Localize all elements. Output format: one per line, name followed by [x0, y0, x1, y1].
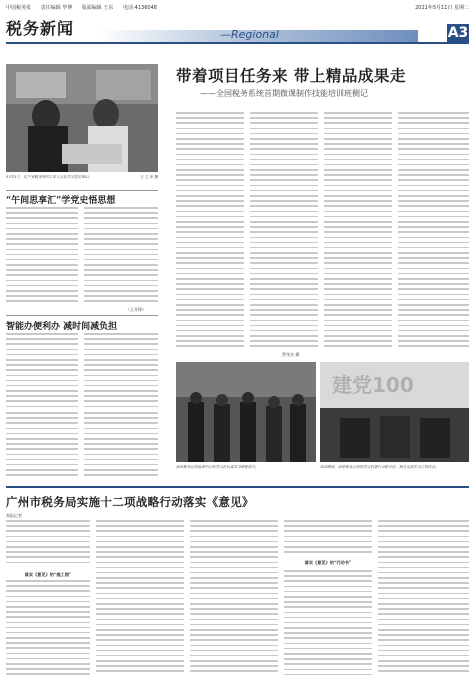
- svg-text:建党100: 建党100: [332, 373, 414, 397]
- left-photo-caption: [6, 175, 158, 180]
- lead-photo-right-art: [320, 362, 469, 462]
- story1-body-col2: [84, 207, 158, 307]
- bottom-col1: [6, 580, 90, 682]
- story2-body-col2: [84, 333, 158, 411]
- lead-photo-caption-right: 培训期间，国家税务总局的学员们进行分组讨论，相互交流学习心得体会。: [320, 465, 439, 469]
- date-text: 2021年5月11日: [415, 5, 453, 11]
- bottom-subhead-2: 落实《意见》的“行动书”: [284, 560, 372, 566]
- lead-body-col1: [176, 112, 244, 352]
- bottom-col4: [284, 520, 372, 558]
- edition-text: 责任编辑 毕博: [40, 5, 73, 11]
- bottom-col4-lower: [284, 570, 372, 682]
- left-photo-caption-text: 5月13日，辽宁省税务局的工作人员在学习党史知识。: [6, 175, 92, 179]
- section-title: 税务新闻: [6, 19, 75, 38]
- bottom-subhead-1: 落实《意见》的“施工图”: [6, 572, 90, 578]
- top-strip: [6, 3, 469, 12]
- lead-headline: 带着项目任务来 带上精品成果走: [176, 66, 406, 85]
- story1-author: （王开锋）: [126, 307, 146, 312]
- story1-body: [6, 207, 78, 307]
- lead-photo-byline: 罗茂杰 摄: [282, 352, 300, 357]
- phone-text: 电话:4136048: [122, 5, 157, 11]
- lead-subheadline: ——全国税务系统首期微课制作技能培训班侧记: [200, 89, 368, 98]
- left-divider-2: [6, 315, 158, 316]
- left-divider-1: [6, 190, 158, 191]
- editor-text: 版面编辑 王东: [81, 5, 114, 11]
- story2-title: 智能办便利办 减时间减负担: [6, 322, 118, 332]
- left-photo-art: [6, 64, 158, 172]
- story2-body-lower: [6, 412, 78, 482]
- bottom-col5: [378, 520, 469, 682]
- paper-name: 中国税务报: [6, 5, 32, 11]
- bottom-intro: [6, 520, 90, 570]
- weekday-text: 星期二: [453, 5, 469, 11]
- bottom-section-rule: [6, 486, 469, 488]
- bottom-headline: 广州市税务局实施十二项战略行动落实《意见》: [6, 495, 254, 509]
- lead-photo-left: [176, 362, 316, 462]
- lead-photo-left-art: [176, 362, 316, 462]
- bottom-byline: 本报记者: [6, 513, 22, 518]
- bottom-col3: [190, 520, 278, 682]
- left-photo-byline: 王 立 华 摄: [140, 175, 158, 179]
- bottom-col2: [96, 520, 184, 682]
- page-number: A3: [447, 25, 469, 41]
- top-strip-right: [415, 4, 469, 11]
- story2-body-lower-col2: [84, 412, 158, 482]
- lead-body-col2: [250, 112, 318, 352]
- masthead: [6, 14, 469, 44]
- lead-photo-right: [320, 362, 469, 462]
- top-strip-left: [6, 4, 165, 11]
- left-photo: [6, 64, 158, 172]
- region-label: —Regional: [220, 28, 279, 41]
- lead-body-col3: [324, 112, 392, 352]
- story1-title: “午间思享汇”学党史悟思想: [6, 196, 116, 206]
- lead-body-col4: [398, 112, 469, 352]
- lead-photo-caption-left: 国家税务总局培训中心的学员在认真学习课程技巧。: [176, 465, 259, 469]
- story2-body: [6, 333, 78, 411]
